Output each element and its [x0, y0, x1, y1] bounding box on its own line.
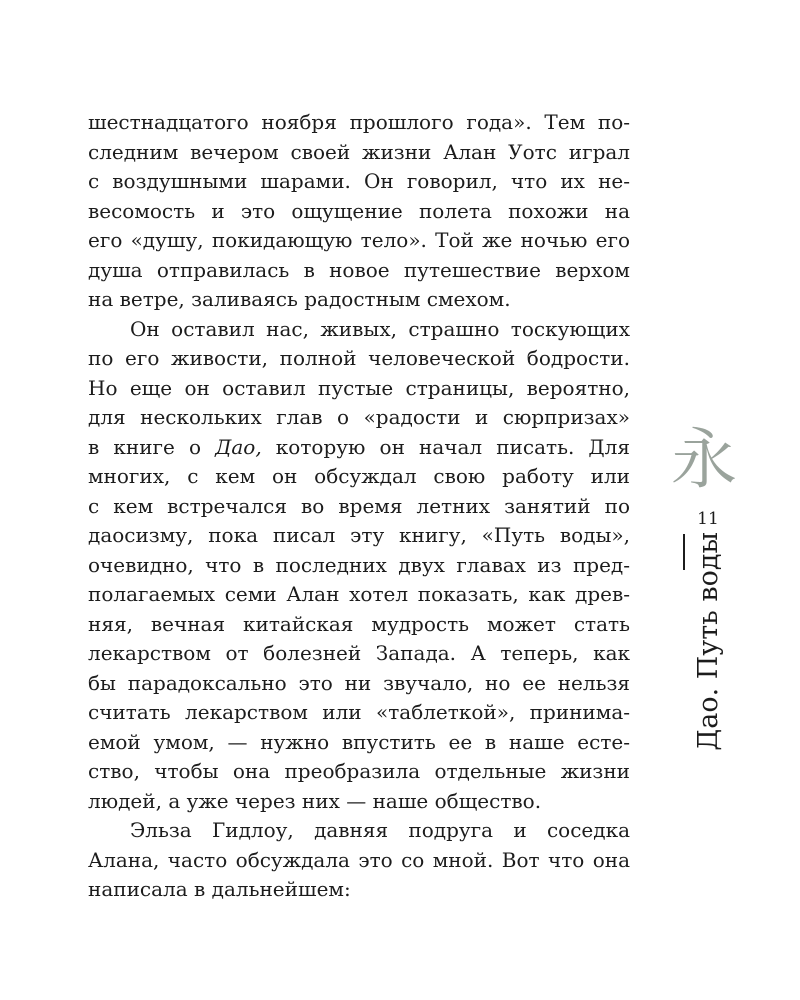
text-line: Эльза Гидлоу, давняя подруга и соседка	[130, 818, 630, 842]
text-line: на ветре, заливаясь радостным смехом.	[88, 287, 511, 311]
text-line: весомость и это ощущение полета похожи на	[88, 198, 630, 223]
text-line-with-italic	[88, 433, 630, 463]
text-line: Алана, часто обсуждала это со мной. Вот что она	[88, 847, 630, 872]
text-line: няя, вечная китайская мудрость может стать	[88, 611, 630, 636]
running-head-container	[661, 532, 751, 751]
chinese-character-emblem: 永	[671, 421, 737, 498]
text-line: следним вечером своей жизни Алан Уотс играл	[88, 139, 630, 164]
italic-title: Дао,	[215, 434, 262, 459]
text-line: Он оставил нас, живых, страшно тоскующих	[130, 316, 630, 341]
text-line: душа отправилась в новое путешествие верхом	[88, 257, 630, 282]
text-line: очевидно, что в последних двух главах из пред-	[88, 552, 630, 577]
text-line: бы парадоксально это ни звучало, но ее нельзя	[88, 670, 630, 695]
text-line: многих, с кем он обсуждал свою работу или	[88, 464, 630, 488]
page-number: 11	[697, 509, 719, 529]
text-line: Но еще он оставил пустые страницы, вероятно,	[88, 375, 630, 400]
text-segment: которую он начал писать. Для	[275, 434, 630, 459]
text-segment: в книге о	[88, 434, 201, 459]
text-line: по его живости, полной человеческой бодрости.	[88, 346, 630, 370]
body-text	[88, 108, 630, 905]
text-line: людей, а уже через них — наше общество.	[88, 788, 542, 813]
text-line: емой умом, — нужно впустить ее в наше есте-	[88, 729, 630, 754]
text-line: с воздушными шарами. Он говорил, что их не-	[88, 169, 630, 193]
text-line: ство, чтобы она преобразила отдельные жизни	[88, 759, 630, 783]
divider-bar	[683, 534, 685, 570]
text-line: даосизму, пока писал эту книгу, «Путь воды»,	[88, 523, 630, 547]
text-line: лекарством от болезней Запада. А теперь, как	[88, 641, 630, 665]
text-line: считать лекарством или «таблеткой», принима-	[88, 700, 630, 724]
text-line: полагаемых семи Алан хотел показать, как древ-	[88, 582, 630, 606]
text-line: шестнадцатого ноября прошлого года». Тем по-	[88, 110, 630, 134]
text-line: с кем встречался во время летних занятий по	[88, 493, 630, 518]
text-line: для нескольких глав о «радости и сюрпризах»	[88, 405, 630, 429]
running-head-title: Дао. Путь воды	[693, 532, 724, 751]
text-line: написала в дальнейшем:	[88, 877, 351, 901]
text-line: его «душу, покидающую тело». Той же ночью его	[88, 228, 630, 252]
